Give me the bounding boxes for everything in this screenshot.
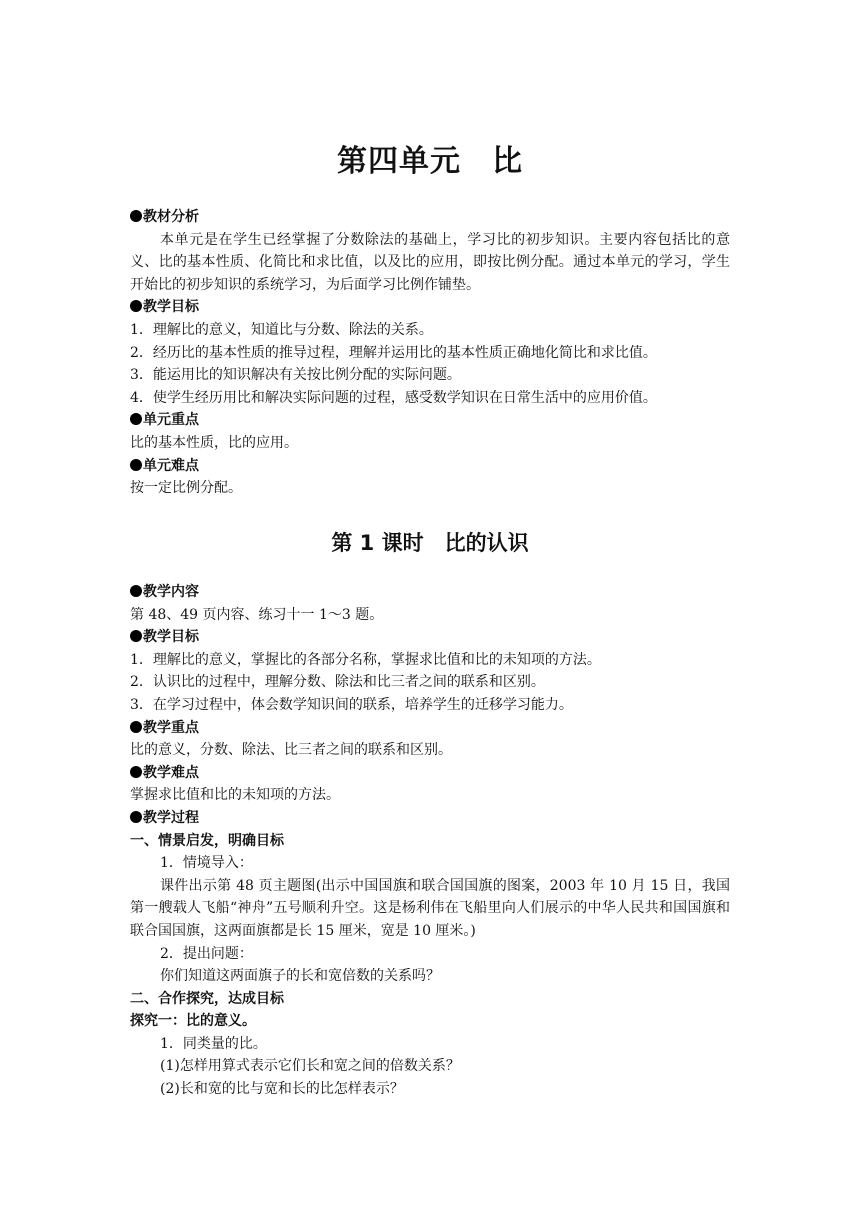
analysis-heading: 教材分析 (130, 206, 730, 229)
lesson-goal-1: 1．理解比的意义，掌握比的各部分名称，掌握求比值和比的未知项的方法。 (130, 651, 601, 668)
section2-heading: 二、合作探究，达成目标 (130, 990, 284, 1007)
e1-question-1: (1)怎样用算式表示它们长和宽之间的倍数关系？ (160, 1058, 460, 1075)
lesson-section (130, 581, 730, 1101)
e1-item1: 1．同类量的比。 (160, 1035, 267, 1052)
lesson-difficulty-heading: 教学难点 (130, 762, 730, 785)
bullet-icon (130, 459, 142, 471)
lesson-title: 第 1 课时 比的认识 (331, 531, 529, 555)
unit-difficulty-text: 按一定比例分配。 (130, 480, 242, 497)
unit-goals-heading: 教学目标 (130, 296, 730, 319)
bullet-icon (130, 766, 142, 778)
bullet-icon (130, 210, 142, 222)
s1-item1-text: 课件出示第 48 页主题图(出示中国国旗和联合国国旗的图案，2003 年 10 月 15 日，我国第一艘载人飞船“神舟”五号顺利升空。这是杨利伟在飞船里向人们展示的中华人民共和国国旗和联合国国旗，这两面旗都是长 15 厘米，宽是 10 厘米。) (130, 877, 730, 939)
lesson-goals-heading: 教学目标 (130, 626, 730, 649)
unit-title: 第四单元 比 (337, 144, 523, 179)
unit-goal-2: 2．经历比的基本性质的推导过程，理解并运用比的基本性质正确地化简比和求比值。 (130, 344, 657, 361)
unit-key-heading: 单元重点 (130, 409, 730, 432)
bullet-icon (130, 413, 142, 425)
e1-question-2: (2)长和宽的比与宽和长的比怎样表示？ (160, 1081, 404, 1098)
bullet-icon (130, 811, 142, 823)
bullet-icon (130, 300, 142, 312)
s1-item2-text: 你们知道这两面旗子的长和宽倍数的关系吗？ (160, 968, 440, 985)
content-text: 第 48、49 页内容、练习十一 1～3 题。 (130, 606, 384, 623)
explore1-heading: 探究一：比的意义。 (130, 1013, 256, 1030)
unit-goal-4: 4．使学生经历用比和解决实际问题的过程，感受数学知识在日常生活中的应用价值。 (130, 389, 657, 406)
unit-key-text: 比的基本性质，比的应用。 (130, 434, 298, 451)
s1-item2: 2．提出问题： (160, 945, 253, 962)
process-heading: 教学过程 (130, 807, 730, 830)
bullet-icon (130, 585, 142, 597)
unit-goal-1: 1．理解比的意义，知道比与分数、除法的关系。 (130, 321, 433, 338)
analysis-text: 本单元是在学生已经掌握了分数除法的基础上，学习比的初步知识。主要内容包括比的意义、比的基本性质、化简比和求比值，以及比的应用，即按比例分配。通过本单元的学习，学生开始比的初步知识的系统学习，为后面学习比例作铺垫。 (130, 231, 730, 293)
unit-section (130, 206, 730, 500)
lesson-key-text: 比的意义，分数、除法、比三者之间的联系和区别。 (130, 742, 452, 759)
unit-difficulty-heading: 单元难点 (130, 455, 730, 478)
lesson-difficulty-text: 掌握求比值和比的未知项的方法。 (130, 787, 340, 804)
lesson-goal-2: 2．认识比的过程中，理解分数、除法和比三者之间的联系和区别。 (130, 674, 545, 691)
lesson-key-heading: 教学重点 (130, 717, 730, 740)
bullet-icon (130, 630, 142, 642)
lesson-goal-3: 3．在学习过程中，体会数学知识间的联系，培养学生的迁移学习能力。 (130, 696, 573, 713)
s1-item1: 1．情境导入： (160, 855, 253, 872)
unit-goal-3: 3．能运用比的知识解决有关按比例分配的实际问题。 (130, 367, 461, 384)
content-heading: 教学内容 (130, 581, 730, 604)
bullet-icon (130, 721, 142, 733)
section1-heading: 一、情景启发，明确目标 (130, 832, 284, 849)
